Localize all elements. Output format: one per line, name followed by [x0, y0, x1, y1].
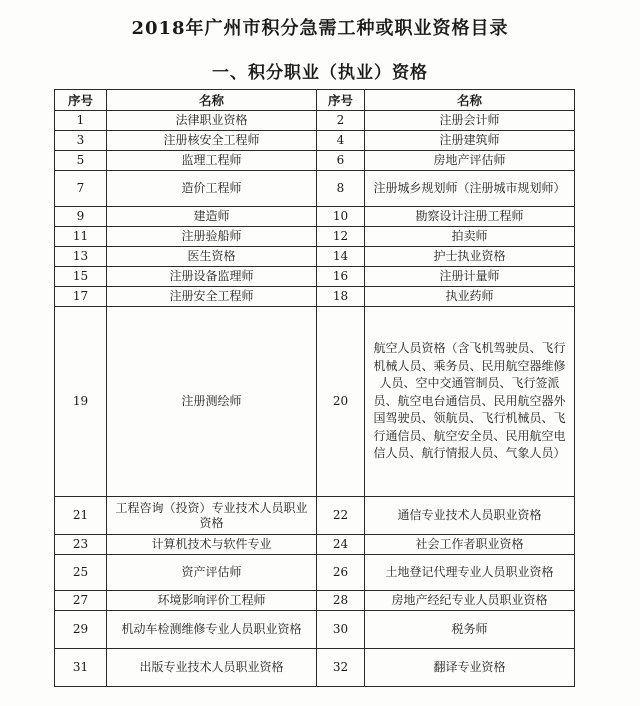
table-row — [55, 649, 575, 687]
cell-name-right: 翻译专业资格 — [365, 649, 575, 687]
cell-name-right: 通信专业技术人员职业资格 — [365, 497, 575, 535]
cell-name-left: 出版专业技术人员职业资格 — [107, 649, 317, 687]
cell-name-left: 法律职业资格 — [107, 111, 317, 131]
cell-name-left: 环境影响评价工程师 — [107, 591, 317, 611]
cell-index-right: 18 — [317, 287, 365, 307]
table-header-row — [55, 90, 575, 111]
document-title: 2018年广州市积分急需工种或职业资格目录 — [131, 18, 509, 39]
cell-index-left: 11 — [55, 227, 107, 247]
cell-name-left: 注册测绘师 — [107, 307, 317, 497]
cell-index-right: 26 — [317, 555, 365, 591]
cell-name-left: 注册核安全工程师 — [107, 131, 317, 151]
cell-index-left: 17 — [55, 287, 107, 307]
cell-index-right: 28 — [317, 591, 365, 611]
cell-name-left: 监理工程师 — [107, 151, 317, 171]
cell-index-left: 19 — [55, 307, 107, 497]
cell-index-left: 9 — [55, 207, 107, 227]
cell-index-right: 6 — [317, 151, 365, 171]
table-row — [55, 535, 575, 555]
cell-name-right: 护士执业资格 — [365, 247, 575, 267]
table-row — [55, 497, 575, 535]
cell-name-right: 注册城乡规划师（注册城市规划师） — [365, 171, 575, 207]
table-row — [55, 111, 575, 131]
cell-index-left: 1 — [55, 111, 107, 131]
cell-index-right: 4 — [317, 131, 365, 151]
cell-index-right: 14 — [317, 247, 365, 267]
cell-name-right: 土地登记代理专业人员职业资格 — [365, 555, 575, 591]
cell-index-left: 21 — [55, 497, 107, 535]
cell-name-right: 房地产评估师 — [365, 151, 575, 171]
cell-name-left: 造价工程师 — [107, 171, 317, 207]
cell-index-right: 16 — [317, 267, 365, 287]
cell-name-right: 勘察设计注册工程师 — [365, 207, 575, 227]
cell-name-left: 建造师 — [107, 207, 317, 227]
cell-name-left: 工程咨询（投资）专业技术人员职业资格 — [107, 497, 317, 535]
cell-index-right: 2 — [317, 111, 365, 131]
header-name-right: 名称 — [365, 90, 575, 111]
cell-index-right: 10 — [317, 207, 365, 227]
table-row — [55, 307, 575, 497]
cell-name-right: 注册会计师 — [365, 111, 575, 131]
cell-name-right: 注册计量师 — [365, 267, 575, 287]
table-row — [55, 267, 575, 287]
table-row — [55, 611, 575, 649]
cell-name-right: 社会工作者职业资格 — [365, 535, 575, 555]
header-index-right: 序号 — [317, 90, 365, 111]
cell-index-right: 20 — [317, 307, 365, 497]
table-row — [55, 591, 575, 611]
cell-index-left: 31 — [55, 649, 107, 687]
qualification-table — [54, 89, 575, 687]
cell-name-right: 税务师 — [365, 611, 575, 649]
cell-name-left: 注册验船师 — [107, 227, 317, 247]
cell-index-right: 32 — [317, 649, 365, 687]
cell-index-left: 27 — [55, 591, 107, 611]
table-row — [55, 171, 575, 207]
section-heading: 一、积分职业（执业）资格 — [212, 63, 428, 83]
table-row — [55, 131, 575, 151]
cell-index-right: 22 — [317, 497, 365, 535]
table-row — [55, 247, 575, 267]
cell-index-right: 12 — [317, 227, 365, 247]
cell-name-left: 机动车检测维修专业人员职业资格 — [107, 611, 317, 649]
cell-name-right: 注册建筑师 — [365, 131, 575, 151]
cell-index-left: 13 — [55, 247, 107, 267]
table-row — [55, 287, 575, 307]
cell-name-left: 医生资格 — [107, 247, 317, 267]
header-name-left: 名称 — [107, 90, 317, 111]
cell-name-left: 计算机技术与软件专业 — [107, 535, 317, 555]
cell-index-left: 29 — [55, 611, 107, 649]
cell-index-left: 3 — [55, 131, 107, 151]
cell-index-right: 30 — [317, 611, 365, 649]
cell-name-right: 房地产经纪专业人员职业资格 — [365, 591, 575, 611]
header-index-left: 序号 — [55, 90, 107, 111]
cell-index-right: 8 — [317, 171, 365, 207]
cell-name-right: 航空人员资格（含飞机驾驶员、飞行机械人员、乘务员、民用航空器维修人员、空中交通管制员、飞行签派员、航空电台通信员、民用航空器外国驾驶员、领航员、飞行机械员、飞行通信员、航空安全员、民用航空电信人员、航行情报人员、气象人员） — [365, 307, 575, 497]
cell-name-right: 执业药师 — [365, 287, 575, 307]
cell-index-left: 23 — [55, 535, 107, 555]
table-row — [55, 151, 575, 171]
cell-name-left: 注册设备监理师 — [107, 267, 317, 287]
cell-name-left: 注册安全工程师 — [107, 287, 317, 307]
cell-index-left: 15 — [55, 267, 107, 287]
cell-name-right: 拍卖师 — [365, 227, 575, 247]
table-row — [55, 227, 575, 247]
cell-index-left: 7 — [55, 171, 107, 207]
table-row — [55, 555, 575, 591]
cell-name-left: 资产评估师 — [107, 555, 317, 591]
cell-index-left: 5 — [55, 151, 107, 171]
cell-index-left: 25 — [55, 555, 107, 591]
cell-index-right: 24 — [317, 535, 365, 555]
table-row — [55, 207, 575, 227]
